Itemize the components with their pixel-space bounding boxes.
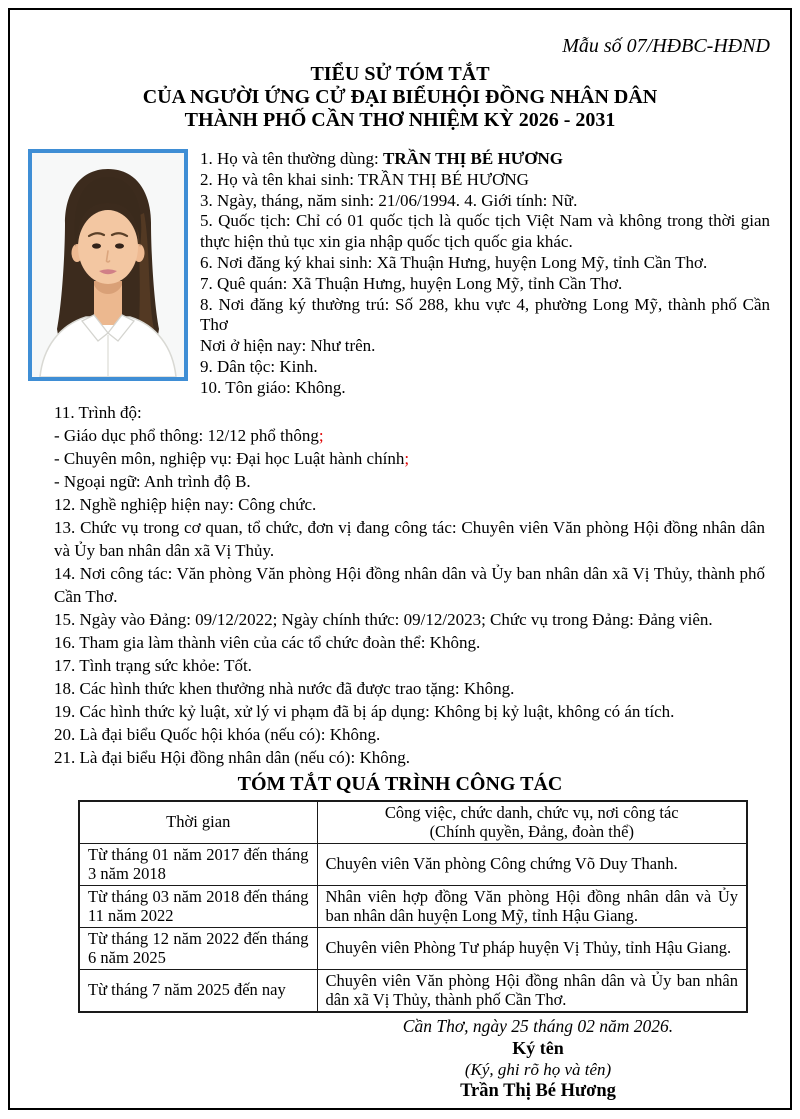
document-title-line3: THÀNH PHỐ CẦN THƠ NHIỆM KỲ 2026 - 2031 xyxy=(184,109,616,131)
work-history-title: TÓM TẮT QUÁ TRÌNH CÔNG TÁC xyxy=(237,772,563,795)
text-segment: 12. Nghề nghiệp hiện nay: Công chức. xyxy=(54,494,317,514)
text-segment: 14. Nơi công tác: Văn phòng Văn phòng Hội đồng nhân dân và Ủy ban nhân dân xã Vị Thủy, thành phố Cần Thơ. xyxy=(54,563,765,606)
text-segment: 3. Ngày, tháng, năm sinh: 21/06/1994. 4. Giới tính: Nữ. xyxy=(200,190,578,210)
time-period-cell: Từ tháng 03 năm 2018 đến tháng 11 năm 2022 xyxy=(79,885,317,927)
table-header-row xyxy=(79,801,747,844)
text-segment: 8. Nơi đăng ký thường trú: Số 288, khu vực 4, phường Long Mỹ, thành phố Cần Thơ xyxy=(200,294,770,335)
list-item xyxy=(54,516,765,562)
text-segment: 7. Quê quán: Xã Thuận Hưng, huyện Long Mỹ, tỉnh Cần Thơ. xyxy=(200,273,623,293)
text-segment: - Chuyên môn, nghiệp vụ: Đại học Luật hành chính xyxy=(54,448,405,468)
list-item xyxy=(54,562,765,608)
emphasized-text: TRẦN THỊ BÉ HƯƠNG xyxy=(383,149,563,168)
text-segment: 20. Là đại biểu Quốc hội khóa (nếu có): Không. xyxy=(54,724,381,744)
text-segment: 2. Họ và tên khai sinh: TRẦN THỊ BÉ HƯƠNG xyxy=(200,169,529,189)
position-cell: Nhân viên hợp đồng Văn phòng Hội đồng nhân dân và Ủy ban nhân dân huyện Long Mỹ, tỉnh Hậu Giang. xyxy=(317,885,747,927)
text-segment: 15. Ngày vào Đảng: 09/12/2022; Ngày chính thức: 09/12/2023; Chức vụ trong Đảng: Đảng viên. xyxy=(54,609,713,629)
text-segment: 10. Tôn giáo: Không. xyxy=(200,377,346,397)
list-item xyxy=(54,654,765,677)
list-item xyxy=(54,723,765,746)
position-cell: Chuyên viên Văn phòng Hội đồng nhân dân và Ủy ban nhân dân xã Vị Thủy, thành phố Cần Thơ. xyxy=(317,969,747,1012)
list-item xyxy=(54,424,765,447)
time-column-header: Thời gian xyxy=(79,801,317,844)
text-segment: 18. Các hình thức khen thưởng nhà nước đã được trao tặng: Không. xyxy=(54,678,515,698)
photo-frame xyxy=(28,149,188,381)
signer-name: Trần Thị Bé Hương xyxy=(460,1080,616,1101)
document-title-line2: CỦA NGƯỜI ỨNG CỬ ĐẠI BIỂUHỘI ĐỒNG NHÂN DÂN xyxy=(142,86,658,108)
job-column-header-line2: (Chính quyền, Đảng, đoàn thể) xyxy=(429,822,634,842)
time-period-cell: Từ tháng 7 năm 2025 đến nay xyxy=(79,969,317,1012)
list-item xyxy=(200,191,770,212)
text-segment: 19. Các hình thức kỷ luật, xử lý vi phạm đã bị áp dụng: Không bị kỷ luật, không có án tích. xyxy=(54,701,675,721)
list-item xyxy=(200,274,770,295)
job-column-header xyxy=(317,801,747,844)
list-item xyxy=(200,336,770,357)
table-row xyxy=(79,885,747,927)
position-cell: Chuyên viên Văn phòng Công chứng Võ Duy Thanh. xyxy=(317,843,747,885)
list-item xyxy=(54,493,765,516)
table-row xyxy=(79,969,747,1012)
list-item xyxy=(54,447,765,470)
position-cell: Chuyên viên Phòng Tư pháp huyện Vị Thủy, tỉnh Hậu Giang. xyxy=(317,927,747,969)
top-section xyxy=(0,149,800,399)
text-segment: 6. Nơi đăng ký khai sinh: Xã Thuận Hưng, huyện Long Mỹ, tỉnh Cần Thơ. xyxy=(200,252,708,272)
text-segment: - Giáo dục phổ thông: 12/12 phổ thông xyxy=(54,425,319,445)
list-item xyxy=(54,608,765,631)
list-item xyxy=(200,357,770,378)
list-item xyxy=(200,295,770,337)
personal-info-list xyxy=(200,149,770,399)
red-punctuation: ; xyxy=(404,448,410,468)
list-item xyxy=(54,700,765,723)
list-item xyxy=(54,401,765,424)
table-row xyxy=(79,927,747,969)
signature-date: Cần Thơ, ngày 25 tháng 02 năm 2026. xyxy=(402,1015,674,1036)
time-period-cell: Từ tháng 12 năm 2022 đến tháng 6 năm 2025 xyxy=(79,927,317,969)
text-segment: 11. Trình độ: xyxy=(54,402,142,422)
sign-note: (Ký, ghi rõ họ và tên) xyxy=(464,1059,612,1079)
text-segment: 16. Tham gia làm thành viên của các tổ chức đoàn thể: Không. xyxy=(54,632,481,652)
text-segment: 5. Quốc tịch: Chỉ có 01 quốc tịch là quốc tịch Việt Nam và không trong thời gian thực hiện thủ tục xin gia nhập quốc tịch quốc gia khác. xyxy=(200,211,770,252)
list-item xyxy=(54,746,765,769)
form-number: Mẫu số 07/HĐBC-HĐND xyxy=(562,35,770,57)
table-row xyxy=(79,843,747,885)
list-item xyxy=(200,149,770,170)
list-item xyxy=(200,253,770,274)
list-item xyxy=(200,378,770,399)
text-segment: 9. Dân tộc: Kinh. xyxy=(200,356,318,376)
text-segment: - Ngoại ngữ: Anh trình độ B. xyxy=(54,471,251,491)
list-item xyxy=(54,677,765,700)
portrait-photo xyxy=(32,153,184,377)
list-item xyxy=(54,470,765,493)
list-item xyxy=(54,631,765,654)
text-segment: 17. Tình trạng sức khỏe: Tốt. xyxy=(54,655,252,675)
time-period-cell: Từ tháng 01 năm 2017 đến tháng 3 năm 2018 xyxy=(79,843,317,885)
document-title xyxy=(0,63,800,132)
biography-detail-list xyxy=(0,401,800,769)
list-item xyxy=(200,211,770,253)
text-segment: Nơi ở hiện nay: Như trên. xyxy=(200,336,376,356)
work-history-table xyxy=(78,800,748,1013)
job-column-header-line1: Công việc, chức danh, chức vụ, nơi công tác xyxy=(384,802,679,822)
text-segment: 21. Là đại biểu Hội đồng nhân dân (nếu có): Không. xyxy=(54,747,410,767)
text-segment: 1. Họ và tên thường dùng: xyxy=(200,149,383,168)
signature-block xyxy=(282,1015,794,1103)
list-item xyxy=(200,170,770,191)
red-punctuation: ; xyxy=(318,425,324,445)
sign-label: Ký tên xyxy=(512,1037,564,1058)
document-title-line1: TIỂU SỬ TÓM TẮT xyxy=(310,63,490,85)
text-segment: 13. Chức vụ trong cơ quan, tổ chức, đơn vị đang công tác: Chuyên viên Văn phòng Hội đồng nhân dân và Ủy ban nhân dân xã Vị Thủy. xyxy=(54,517,765,560)
